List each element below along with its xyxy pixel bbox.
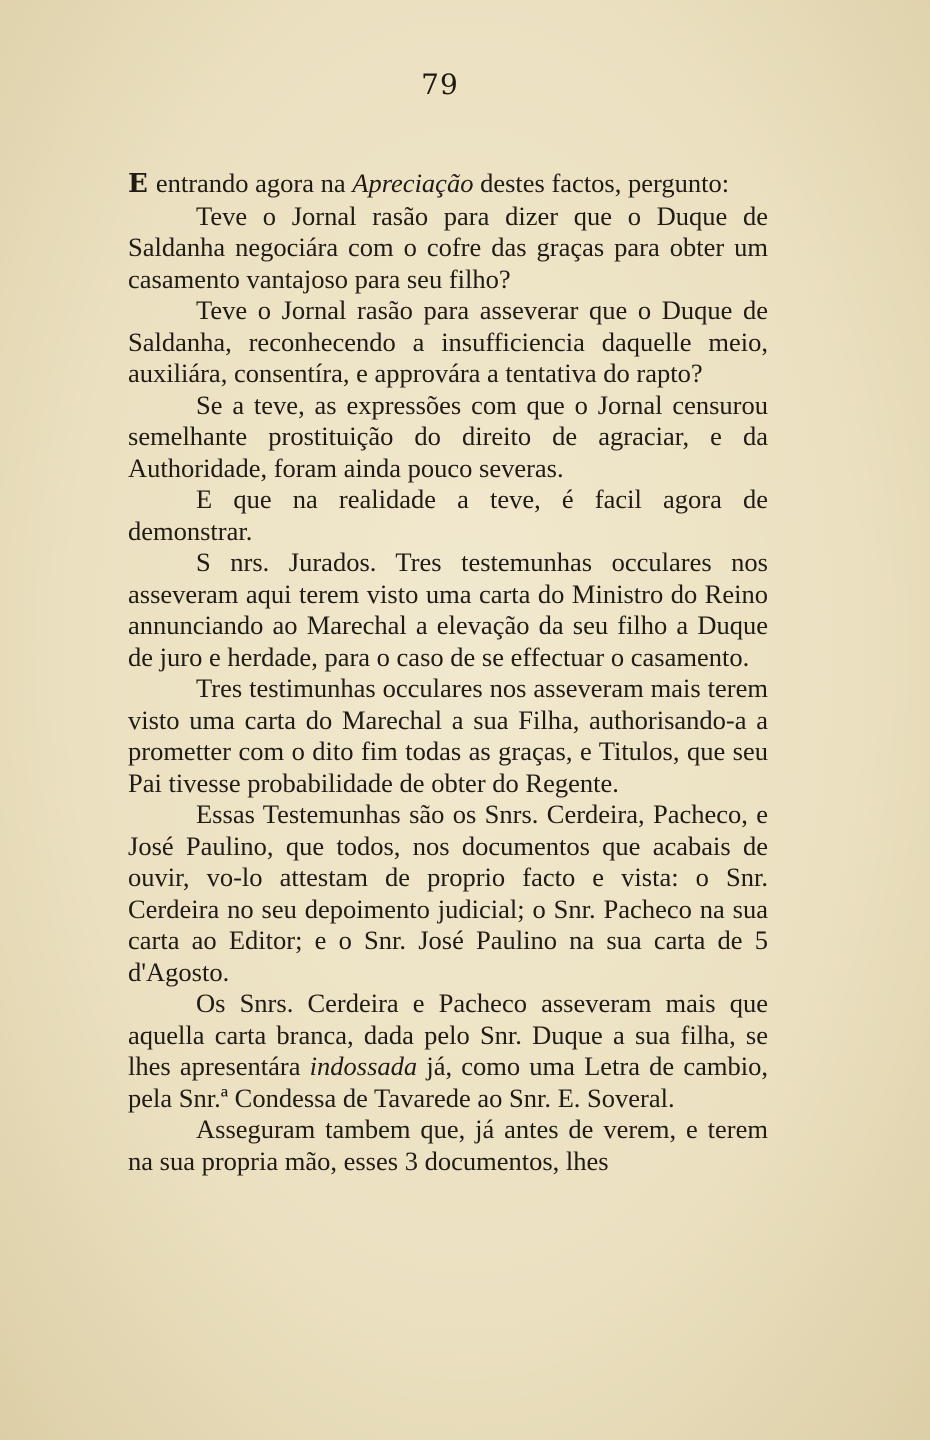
paragraph xyxy=(128,988,768,1114)
paragraph-text: Essas Testemunhas são os Snrs. Cerdeira, Pacheco, e José Paulino, que todos, nos documentos que acabais de ouvir, vo-lo attestam de proprio facto e vista: o Snr. Cerdeira no seu depoimento judicial; o Snr. Pacheco na sua carta ao Editor; e o Snr. José Paulino na sua carta de 5 d'Agosto. xyxy=(128,799,768,987)
paragraph-text: Se a teve, as expressões com que o Jornal censurou semelhante prostituição do direito de agraciar, e da Authoridade, foram ainda pouco severas. xyxy=(128,389,768,483)
paragraph xyxy=(128,799,768,988)
paragraph-text: Teve o Jornal rasão para asseverar que o Duque de Saldanha, reconhecendo a insufficiencia daquelle meio, auxiliára, consentíra, e approvára a tentativa do rapto? xyxy=(128,295,768,388)
paragraph-text: Tres testimunhas occulares nos asseveram mais terem visto uma carta do Marechal a sua Filha, authorisando-a a prometter com o dito fim todas as graças, e Titulos, que seu Pai tivesse probabilidade de obter do Regente. xyxy=(128,673,768,798)
paragraph-text: Os Snrs. Cerdeira e Pacheco asseveram mais que aquella carta branca, dada pelo Snr. Duque a sua filha, se lhes apresentára xyxy=(128,988,768,1081)
paragraph-text: E que na realidade a teve, é facil agora de demonstrar. xyxy=(128,484,768,546)
paragraph-text: Teve o Jornal rasão para dizer que o Duque de Saldanha negociára com o cofre das graças para obter um casamento vantajoso para seu filho? xyxy=(128,200,768,294)
paragraph-text: entrando agora na xyxy=(155,168,353,198)
paragraph xyxy=(128,484,768,547)
page-number: 79 xyxy=(421,68,459,101)
italic-text: Apreciação xyxy=(352,168,474,198)
italic-text: indossada xyxy=(309,1051,418,1081)
paragraph xyxy=(128,673,768,799)
paragraph xyxy=(128,295,768,390)
paragraph xyxy=(128,201,768,296)
paragraph xyxy=(128,168,768,201)
paragraph xyxy=(128,1114,768,1177)
paragraph-text: Asseguram tambem que, já antes de verem, e terem na sua propria mão, esses 3 documentos, lhes xyxy=(128,1114,768,1176)
paragraph xyxy=(128,547,768,673)
paragraph xyxy=(128,390,768,485)
drop-cap: E xyxy=(128,169,148,199)
paragraph-text: S nrs. Jurados. Tres testemunhas occulares nos asseveram aqui terem visto uma carta do Ministro do Reino annunciando ao Marechal a elevação da seu filho a Duque de juro e herdade, para o caso de se effectuar o casamento. xyxy=(128,547,768,672)
paragraph-text: destes factos, pergunto: xyxy=(473,168,730,198)
body-text xyxy=(128,168,768,1177)
paragraph-text: já, como uma Letra de cambio, pela Snr.ª Condessa de Tavarede ao Snr. E. Soveral. xyxy=(128,1051,768,1113)
